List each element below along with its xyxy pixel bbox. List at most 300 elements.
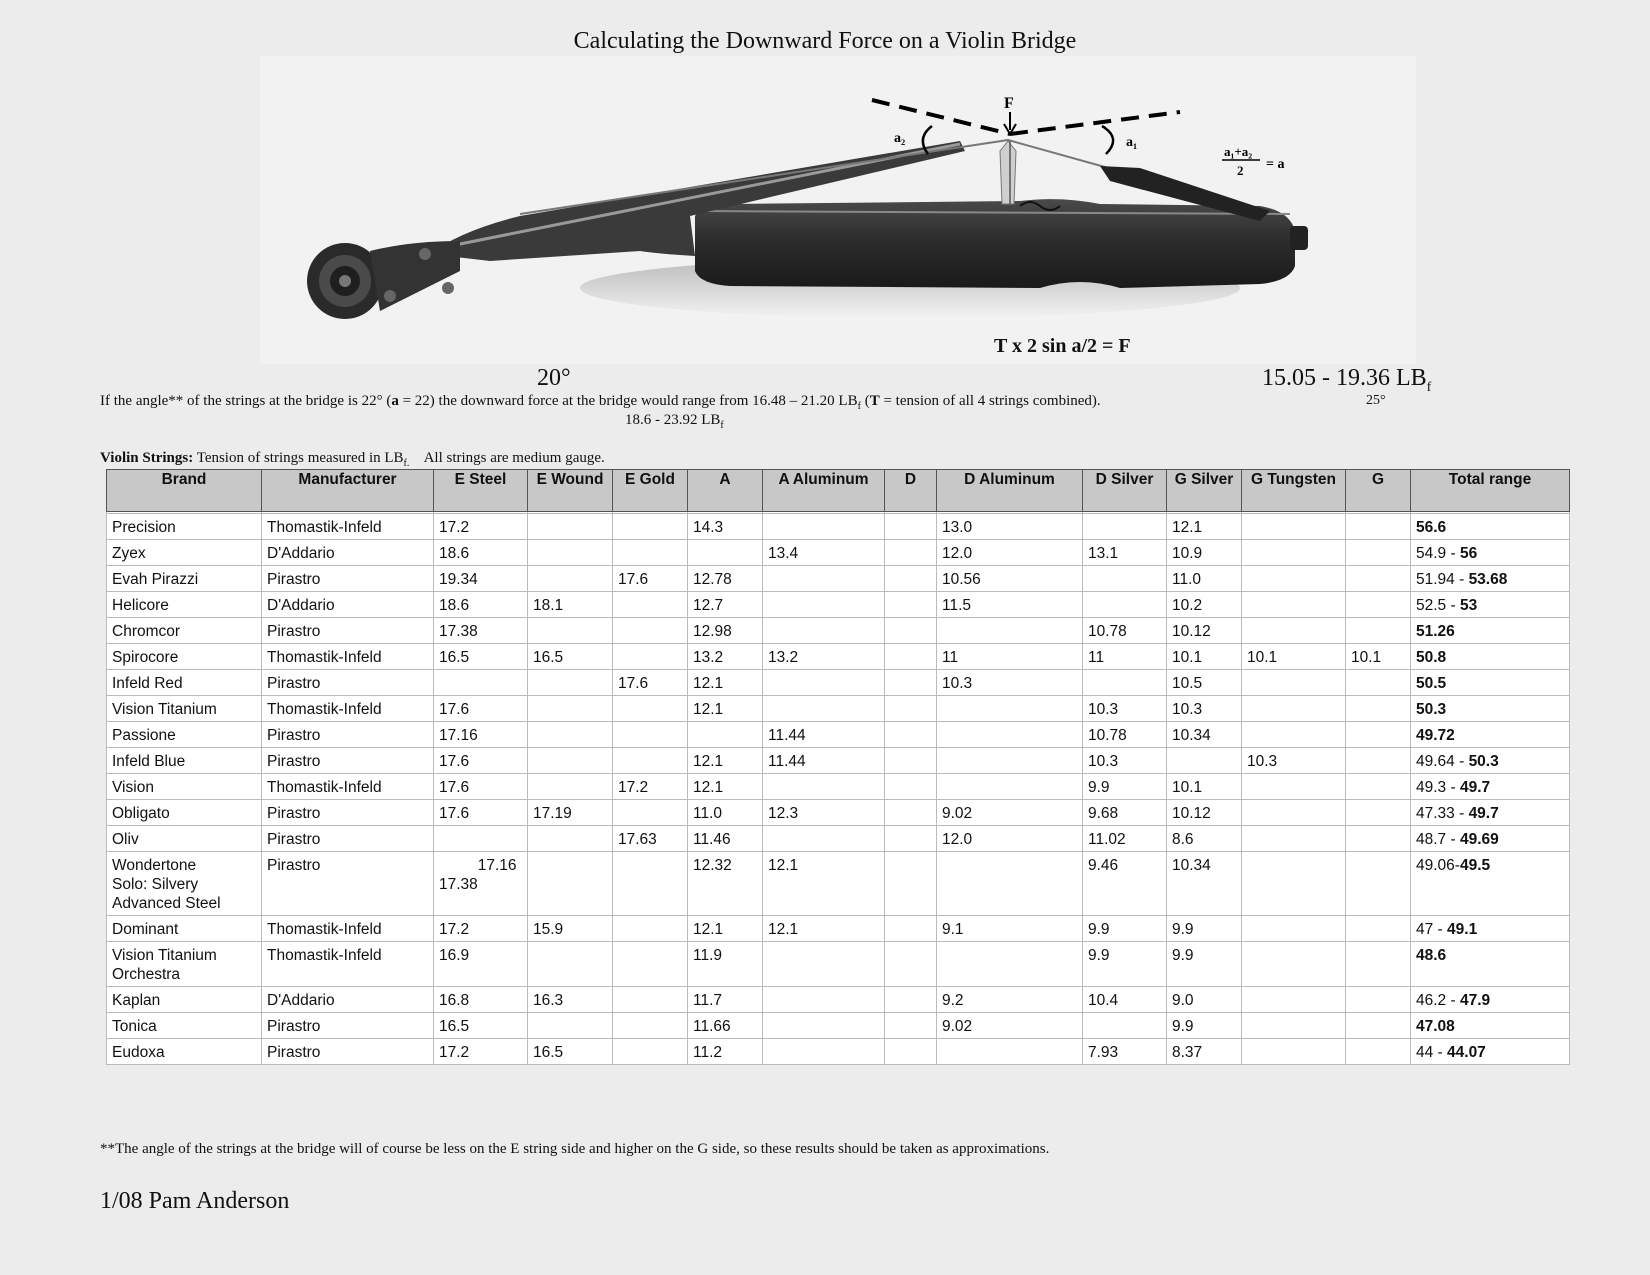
cell-e-steel: 17.2 xyxy=(434,1039,528,1065)
table-row xyxy=(107,566,1570,592)
cell-a: 12.1 xyxy=(688,774,763,800)
cell-a: 11.46 xyxy=(688,826,763,852)
cell-total-range: 49.72 xyxy=(1411,722,1570,748)
cell-a-aluminum xyxy=(763,618,885,644)
cell-g-tungsten xyxy=(1242,800,1346,826)
cell-a-aluminum xyxy=(763,826,885,852)
cell-d-aluminum xyxy=(937,1039,1083,1065)
cell-e-steel: 18.6 xyxy=(434,540,528,566)
cell-d-silver xyxy=(1083,592,1167,618)
cell-e-gold xyxy=(613,800,688,826)
cell-a: 11.66 xyxy=(688,1013,763,1039)
cell-d-silver xyxy=(1083,670,1167,696)
cell-e-steel: 17.16 17.38 xyxy=(434,852,528,916)
cell-manufacturer: Pirastro xyxy=(262,800,434,826)
cell-manufacturer: D'Addario xyxy=(262,540,434,566)
cell-brand: Oliv xyxy=(107,826,262,852)
column-header: Manufacturer xyxy=(262,470,434,512)
cell-e-wound: 16.3 xyxy=(528,987,613,1013)
column-header: D Aluminum xyxy=(937,470,1083,512)
cell-g-silver: 10.34 xyxy=(1167,722,1242,748)
force-label: F xyxy=(1004,95,1014,112)
table-row xyxy=(107,748,1570,774)
cell-d-aluminum: 11.5 xyxy=(937,592,1083,618)
cell-e-steel: 17.16 xyxy=(434,722,528,748)
cell-a-aluminum xyxy=(763,1013,885,1039)
cell-e-gold xyxy=(613,644,688,670)
cell-d-aluminum: 10.3 xyxy=(937,670,1083,696)
cell-g-silver: 9.9 xyxy=(1167,942,1242,987)
cell-e-gold xyxy=(613,916,688,942)
cell-e-gold: 17.6 xyxy=(613,670,688,696)
cell-total-range: 48.6 xyxy=(1411,942,1570,987)
cell-d xyxy=(885,722,937,748)
cell-e-steel: 17.6 xyxy=(434,696,528,722)
cell-total-range: 46.2 - 47.9 xyxy=(1411,987,1570,1013)
cell-e-steel: 17.2 xyxy=(434,916,528,942)
cell-a-aluminum xyxy=(763,670,885,696)
column-header: A xyxy=(688,470,763,512)
cell-a-aluminum: 12.3 xyxy=(763,800,885,826)
cell-d-aluminum xyxy=(937,852,1083,916)
cell-brand: Vision Titanium xyxy=(107,696,262,722)
cell-e-steel: 16.9 xyxy=(434,942,528,987)
cell-brand: Kaplan xyxy=(107,987,262,1013)
cell-a-aluminum xyxy=(763,566,885,592)
string-tension-table xyxy=(106,469,1570,1065)
cell-brand: Infeld Blue xyxy=(107,748,262,774)
cell-manufacturer: D'Addario xyxy=(262,987,434,1013)
cell-manufacturer: Pirastro xyxy=(262,1013,434,1039)
cell-brand: Vision xyxy=(107,774,262,800)
cell-a-aluminum: 12.1 xyxy=(763,852,885,916)
table-row xyxy=(107,774,1570,800)
cell-a: 12.7 xyxy=(688,592,763,618)
cell-d xyxy=(885,514,937,540)
cell-e-wound xyxy=(528,774,613,800)
cell-a: 12.32 xyxy=(688,852,763,916)
cell-brand: Passione xyxy=(107,722,262,748)
cell-a: 11.0 xyxy=(688,800,763,826)
cell-e-wound xyxy=(528,618,613,644)
cell-brand: Evah Pirazzi xyxy=(107,566,262,592)
cell-d-aluminum xyxy=(937,748,1083,774)
cell-e-gold xyxy=(613,722,688,748)
cell-total-range: 56.6 xyxy=(1411,514,1570,540)
cell-total-range: 50.5 xyxy=(1411,670,1570,696)
cell-g xyxy=(1346,774,1411,800)
cell-g xyxy=(1346,852,1411,916)
column-header: G Silver xyxy=(1167,470,1242,512)
table-row xyxy=(107,722,1570,748)
cell-total-range: 51.26 xyxy=(1411,618,1570,644)
cell-total-range: 44 - 44.07 xyxy=(1411,1039,1570,1065)
angle1-label: a₁ xyxy=(1126,135,1138,150)
page-title: Calculating the Downward Force on a Violin Bridge xyxy=(573,28,1077,54)
cell-e-wound: 15.9 xyxy=(528,916,613,942)
cell-e-wound: 16.5 xyxy=(528,1039,613,1065)
table-row xyxy=(107,696,1570,722)
cell-brand: Wondertone Solo: Silvery Advanced Steel xyxy=(107,852,262,916)
cell-total-range: 47 - 49.1 xyxy=(1411,916,1570,942)
cell-g xyxy=(1346,670,1411,696)
cell-e-steel: 17.6 xyxy=(434,800,528,826)
table-row xyxy=(107,987,1570,1013)
cell-g-silver: 12.1 xyxy=(1167,514,1242,540)
cell-g-silver: 10.12 xyxy=(1167,618,1242,644)
cell-g-silver: 10.34 xyxy=(1167,852,1242,916)
cell-d-aluminum: 9.02 xyxy=(937,1013,1083,1039)
cell-a-aluminum: 13.4 xyxy=(763,540,885,566)
cell-d-silver: 9.46 xyxy=(1083,852,1167,916)
cell-g-tungsten xyxy=(1242,540,1346,566)
cell-brand: Vision Titanium Orchestra xyxy=(107,942,262,987)
cell-d-silver xyxy=(1083,1013,1167,1039)
cell-e-wound: 17.19 xyxy=(528,800,613,826)
cell-d-silver: 9.68 xyxy=(1083,800,1167,826)
cell-manufacturer: Pirastro xyxy=(262,1039,434,1065)
cell-e-steel: 18.6 xyxy=(434,592,528,618)
cell-manufacturer: Thomastik-Infeld xyxy=(262,774,434,800)
cell-e-steel xyxy=(434,670,528,696)
cell-d xyxy=(885,852,937,916)
table-row xyxy=(107,592,1570,618)
column-header: G xyxy=(1346,470,1411,512)
cell-g xyxy=(1346,566,1411,592)
angle-25: 25° xyxy=(1366,393,1386,408)
cell-g xyxy=(1346,540,1411,566)
cell-g: 10.1 xyxy=(1346,644,1411,670)
column-header: G Tungsten xyxy=(1242,470,1346,512)
dashed-line-right xyxy=(1010,112,1180,134)
cell-g-tungsten xyxy=(1242,1013,1346,1039)
column-header: D xyxy=(885,470,937,512)
cell-d-aluminum xyxy=(937,774,1083,800)
cell-brand: Precision xyxy=(107,514,262,540)
cell-manufacturer: Thomastik-Infeld xyxy=(262,942,434,987)
cell-e-gold xyxy=(613,514,688,540)
cell-d-silver: 10.3 xyxy=(1083,696,1167,722)
cell-e-steel: 19.34 xyxy=(434,566,528,592)
cell-d-silver: 13.1 xyxy=(1083,540,1167,566)
cell-brand: Tonica xyxy=(107,1013,262,1039)
angle2-label: a₂ xyxy=(894,131,906,146)
cell-brand: Chromcor xyxy=(107,618,262,644)
table-row xyxy=(107,826,1570,852)
cell-e-gold xyxy=(613,540,688,566)
cell-d xyxy=(885,618,937,644)
column-header: Brand xyxy=(107,470,262,512)
cell-total-range: 51.94 - 53.68 xyxy=(1411,566,1570,592)
cell-manufacturer: Pirastro xyxy=(262,566,434,592)
cell-e-steel: 17.38 xyxy=(434,618,528,644)
table-row xyxy=(107,1039,1570,1065)
cell-manufacturer: Thomastik-Infeld xyxy=(262,916,434,942)
cell-e-wound xyxy=(528,696,613,722)
table-row xyxy=(107,916,1570,942)
cell-a-aluminum xyxy=(763,987,885,1013)
cell-g-tungsten xyxy=(1242,852,1346,916)
cell-d-silver: 10.3 xyxy=(1083,748,1167,774)
cell-e-wound xyxy=(528,540,613,566)
table-row xyxy=(107,540,1570,566)
cell-total-range: 50.8 xyxy=(1411,644,1570,670)
cell-d-silver: 11.02 xyxy=(1083,826,1167,852)
cell-e-wound xyxy=(528,942,613,987)
cell-e-gold xyxy=(613,1039,688,1065)
cell-e-steel: 17.6 xyxy=(434,748,528,774)
cell-g xyxy=(1346,916,1411,942)
cell-e-steel: 17.2 xyxy=(434,514,528,540)
cell-manufacturer: Pirastro xyxy=(262,618,434,644)
cell-a: 11.7 xyxy=(688,987,763,1013)
cell-d xyxy=(885,942,937,987)
cell-g xyxy=(1346,987,1411,1013)
cell-g-silver: 10.5 xyxy=(1167,670,1242,696)
cell-g-silver: 9.0 xyxy=(1167,987,1242,1013)
cell-e-wound xyxy=(528,826,613,852)
cell-manufacturer: Pirastro xyxy=(262,722,434,748)
cell-g-tungsten xyxy=(1242,670,1346,696)
cell-d-silver: 9.9 xyxy=(1083,916,1167,942)
cell-brand: Obligato xyxy=(107,800,262,826)
cell-e-wound xyxy=(528,670,613,696)
cell-a: 12.1 xyxy=(688,670,763,696)
cell-d xyxy=(885,566,937,592)
cell-a: 12.78 xyxy=(688,566,763,592)
cell-d-aluminum: 10.56 xyxy=(937,566,1083,592)
angle-20: 20° xyxy=(537,365,571,391)
cell-a-aluminum: 11.44 xyxy=(763,748,885,774)
cell-brand: Dominant xyxy=(107,916,262,942)
cell-e-gold xyxy=(613,987,688,1013)
violin-scroll xyxy=(307,241,460,319)
violin-diagram xyxy=(260,56,1416,364)
force-formula: T x 2 sin a/2 = F xyxy=(994,335,1131,357)
cell-manufacturer: Pirastro xyxy=(262,748,434,774)
cell-e-wound: 18.1 xyxy=(528,592,613,618)
cell-g xyxy=(1346,618,1411,644)
cell-a-aluminum: 12.1 xyxy=(763,916,885,942)
cell-d-silver: 9.9 xyxy=(1083,774,1167,800)
cell-brand: Infeld Red xyxy=(107,670,262,696)
cell-d xyxy=(885,987,937,1013)
cell-brand: Helicore xyxy=(107,592,262,618)
cell-e-gold xyxy=(613,942,688,987)
cell-total-range: 47.08 xyxy=(1411,1013,1570,1039)
cell-d xyxy=(885,670,937,696)
cell-a xyxy=(688,722,763,748)
cell-d-silver: 11 xyxy=(1083,644,1167,670)
column-header: A Aluminum xyxy=(763,470,885,512)
avg-formula-denominator: 2 xyxy=(1237,163,1244,178)
cell-a: 12.1 xyxy=(688,696,763,722)
cell-g-tungsten xyxy=(1242,722,1346,748)
cell-g xyxy=(1346,514,1411,540)
cell-e-wound xyxy=(528,722,613,748)
cell-g-tungsten xyxy=(1242,774,1346,800)
cell-e-steel: 16.5 xyxy=(434,644,528,670)
cell-e-steel xyxy=(434,826,528,852)
table-caption: Violin Strings: Tension of strings measured in $LB_{f.}$ All strings are medium gauge. xyxy=(100,450,605,469)
author-line: 1/08 Pam Anderson xyxy=(100,1188,290,1214)
cell-d-silver: 7.93 xyxy=(1083,1039,1167,1065)
table-header-row xyxy=(107,470,1570,512)
table-row xyxy=(107,644,1570,670)
cell-d-silver xyxy=(1083,514,1167,540)
cell-a: 11.9 xyxy=(688,942,763,987)
cell-d xyxy=(885,748,937,774)
cell-e-wound xyxy=(528,748,613,774)
cell-d xyxy=(885,644,937,670)
cell-a-aluminum: 13.2 xyxy=(763,644,885,670)
cell-g-silver: 10.9 xyxy=(1167,540,1242,566)
column-header: E Wound xyxy=(528,470,613,512)
cell-g-silver: 9.9 xyxy=(1167,916,1242,942)
dashed-line-left xyxy=(872,100,1010,134)
cell-g-silver: 9.9 xyxy=(1167,1013,1242,1039)
cell-e-gold xyxy=(613,592,688,618)
cell-g-silver: 11.0 xyxy=(1167,566,1242,592)
cell-d xyxy=(885,592,937,618)
cell-a: 12.1 xyxy=(688,748,763,774)
cell-d-silver: 10.78 xyxy=(1083,722,1167,748)
cell-e-steel: 17.6 xyxy=(434,774,528,800)
column-header: E Steel xyxy=(434,470,528,512)
cell-e-gold xyxy=(613,748,688,774)
cell-total-range: 47.33 - 49.7 xyxy=(1411,800,1570,826)
cell-g-silver: 10.1 xyxy=(1167,644,1242,670)
cell-e-wound xyxy=(528,1013,613,1039)
cell-a: 12.98 xyxy=(688,618,763,644)
cell-d-aluminum xyxy=(937,942,1083,987)
cell-total-range: 52.5 - 53 xyxy=(1411,592,1570,618)
cell-e-wound xyxy=(528,514,613,540)
cell-a-aluminum: 11.44 xyxy=(763,722,885,748)
cell-total-range: 54.9 - 56 xyxy=(1411,540,1570,566)
cell-manufacturer: Thomastik-Infeld xyxy=(262,696,434,722)
cell-a-aluminum xyxy=(763,514,885,540)
cell-e-gold: 17.63 xyxy=(613,826,688,852)
cell-brand: Zyex xyxy=(107,540,262,566)
cell-brand: Eudoxa xyxy=(107,1039,262,1065)
table-row xyxy=(107,800,1570,826)
cell-d xyxy=(885,1013,937,1039)
cell-d-aluminum: 9.02 xyxy=(937,800,1083,826)
range-20: 15.05 - 19.36 $LB_f$ xyxy=(1262,365,1432,395)
cell-g-silver: 10.3 xyxy=(1167,696,1242,722)
cell-g xyxy=(1346,1039,1411,1065)
table-row xyxy=(107,670,1570,696)
table-row xyxy=(107,1013,1570,1039)
table-row xyxy=(107,852,1570,916)
cell-e-steel: 16.5 xyxy=(434,1013,528,1039)
cell-manufacturer: Thomastik-Infeld xyxy=(262,514,434,540)
cell-g-silver: 8.37 xyxy=(1167,1039,1242,1065)
cell-g xyxy=(1346,722,1411,748)
cell-g-silver: 10.2 xyxy=(1167,592,1242,618)
cell-e-wound: 16.5 xyxy=(528,644,613,670)
cell-d-aluminum: 9.2 xyxy=(937,987,1083,1013)
cell-g-tungsten xyxy=(1242,592,1346,618)
cell-manufacturer: D'Addario xyxy=(262,592,434,618)
cell-a-aluminum xyxy=(763,1039,885,1065)
cell-brand: Spirocore xyxy=(107,644,262,670)
cell-g-tungsten xyxy=(1242,618,1346,644)
cell-total-range: 49.06-49.5 xyxy=(1411,852,1570,916)
cell-e-gold xyxy=(613,696,688,722)
cell-d-silver: 10.4 xyxy=(1083,987,1167,1013)
cell-d xyxy=(885,826,937,852)
cell-e-gold: 17.6 xyxy=(613,566,688,592)
cell-a-aluminum xyxy=(763,774,885,800)
cell-e-steel: 16.8 xyxy=(434,987,528,1013)
cell-g xyxy=(1346,592,1411,618)
cell-g xyxy=(1346,1013,1411,1039)
cell-total-range: 49.3 - 49.7 xyxy=(1411,774,1570,800)
avg-formula-numerator: a₁+a₂ xyxy=(1224,144,1253,159)
cell-g-tungsten xyxy=(1242,696,1346,722)
cell-g-silver xyxy=(1167,748,1242,774)
cell-e-gold: 17.2 xyxy=(613,774,688,800)
cell-d xyxy=(885,800,937,826)
cell-a-aluminum xyxy=(763,942,885,987)
cell-d-aluminum xyxy=(937,722,1083,748)
table-row xyxy=(107,942,1570,987)
cell-a-aluminum xyxy=(763,696,885,722)
cell-d-silver xyxy=(1083,566,1167,592)
cell-d-aluminum: 12.0 xyxy=(937,826,1083,852)
cell-g-silver: 10.1 xyxy=(1167,774,1242,800)
cell-d-aluminum xyxy=(937,696,1083,722)
explanation-text: If the angle** of the strings at the bridge is 22° (a = 22) the downward force at the bridge would range from 16.48 – 21.20 $LB_f$ (T = tension of all 4 strings combined). xyxy=(100,393,1101,412)
cell-a: 12.1 xyxy=(688,916,763,942)
cell-g-tungsten: 10.3 xyxy=(1242,748,1346,774)
cell-d-aluminum: 13.0 xyxy=(937,514,1083,540)
avg-formula-rhs: = a xyxy=(1266,157,1285,172)
cell-d xyxy=(885,1039,937,1065)
cell-total-range: 48.7 - 49.69 xyxy=(1411,826,1570,852)
cell-d xyxy=(885,540,937,566)
cell-d xyxy=(885,916,937,942)
footnote: **The angle of the strings at the bridge will of course be less on the E string side and higher on the G side, so these results should be taken as approximations. xyxy=(100,1141,1050,1157)
cell-e-gold xyxy=(613,852,688,916)
cell-g xyxy=(1346,748,1411,774)
cell-d-silver: 10.78 xyxy=(1083,618,1167,644)
cell-g-tungsten xyxy=(1242,514,1346,540)
cell-e-wound xyxy=(528,566,613,592)
cell-g-tungsten xyxy=(1242,1039,1346,1065)
column-header: Total range xyxy=(1411,470,1570,512)
cell-a: 11.2 xyxy=(688,1039,763,1065)
cell-g xyxy=(1346,696,1411,722)
column-header: E Gold xyxy=(613,470,688,512)
cell-total-range: 49.64 - 50.3 xyxy=(1411,748,1570,774)
cell-total-range: 50.3 xyxy=(1411,696,1570,722)
cell-a: 14.3 xyxy=(688,514,763,540)
table-row xyxy=(107,514,1570,540)
table-row xyxy=(107,618,1570,644)
column-header: D Silver xyxy=(1083,470,1167,512)
cell-e-gold xyxy=(613,1013,688,1039)
cell-manufacturer: Thomastik-Infeld xyxy=(262,644,434,670)
cell-a: 13.2 xyxy=(688,644,763,670)
cell-g-tungsten xyxy=(1242,916,1346,942)
cell-e-wound xyxy=(528,852,613,916)
cell-d-aluminum: 9.1 xyxy=(937,916,1083,942)
cell-a-aluminum xyxy=(763,592,885,618)
cell-manufacturer: Pirastro xyxy=(262,852,434,916)
